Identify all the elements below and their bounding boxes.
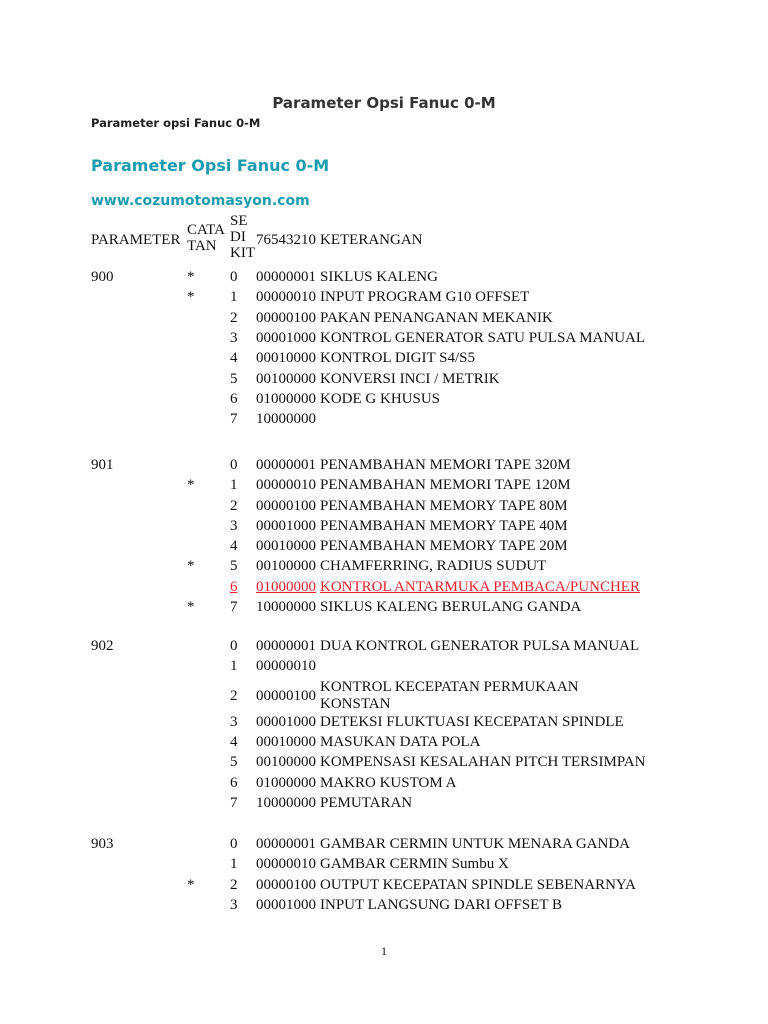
- bit-index: 4: [230, 538, 238, 554]
- bit-index: 3: [230, 518, 238, 534]
- parameter-description: DUA KONTROL GENERATOR PULSA MANUAL: [320, 638, 640, 654]
- bit-index: 1: [230, 658, 238, 674]
- bit-value: 00000100: [256, 310, 316, 326]
- parameter-description: SIKLUS KALENG: [320, 269, 438, 285]
- bit-value: 00000001: [256, 836, 316, 852]
- bit-index: 2: [230, 310, 238, 326]
- header-keterangan: KETERANGAN: [320, 232, 423, 248]
- bit-value: 00010000: [256, 538, 316, 554]
- bit-index: 7: [230, 411, 238, 427]
- bit-index: 1: [230, 856, 238, 872]
- bit-index: 0: [230, 638, 238, 654]
- parameter-description: GAMBAR CERMIN Sumbu X: [320, 856, 509, 872]
- bit-value: 00100000: [256, 558, 316, 574]
- parameter-description: KONTROL GENERATOR SATU PULSA MANUAL: [320, 330, 646, 346]
- bit-index: 6: [230, 391, 238, 407]
- bit-value: 00000001: [256, 457, 316, 473]
- parameter-description: MASUKAN DATA POLA: [320, 734, 481, 750]
- parameter-description: KOMPENSASI KESALAHAN PITCH TERSIMPAN: [320, 754, 646, 770]
- bit-value: 00010000: [256, 350, 316, 366]
- parameter-description: DETEKSI FLUKTUASI KECEPATAN SPINDLE: [320, 714, 624, 730]
- bit-value: 01000000: [256, 775, 316, 791]
- parameter-description: INPUT LANGSUNG DARI OFFSET B: [320, 897, 562, 913]
- bit-index: 1: [230, 289, 238, 305]
- header-sedikit-line1: SE: [230, 213, 248, 229]
- parameter-description: SIKLUS KALENG BERULANG GANDA: [320, 599, 582, 615]
- bit-value: 00000100: [256, 688, 316, 704]
- bit-value: 00001000: [256, 897, 316, 913]
- header-bits: 76543210: [256, 232, 316, 248]
- bit-value: 00000010: [256, 856, 316, 872]
- bit-index: 0: [230, 457, 238, 473]
- parameter-description: KONTROL DIGIT S4/S5: [320, 350, 476, 366]
- header-parameter: PARAMETER: [91, 232, 181, 248]
- parameter-description: PEMUTARAN: [320, 795, 413, 811]
- bit-index: 2: [230, 498, 238, 514]
- parameter-description: PENAMBAHAN MEMORY TAPE 20M: [320, 538, 568, 554]
- bit-value: 00000010: [256, 477, 316, 493]
- note-asterisk: *: [187, 269, 195, 285]
- bit-value: 00001000: [256, 330, 316, 346]
- bit-index: 4: [230, 734, 238, 750]
- bit-value: 00000010: [256, 658, 316, 674]
- section-heading: Parameter Opsi Fanuc 0-M: [91, 156, 330, 175]
- page-subtitle: Parameter opsi Fanuc 0-M: [91, 116, 261, 130]
- bit-value: 00000001: [256, 638, 316, 654]
- page-title: Parameter Opsi Fanuc 0-M: [272, 94, 496, 112]
- parameter-description: KONTROL ANTARMUKA PEMBACA/PUNCHER: [320, 579, 640, 595]
- bit-index: 0: [230, 836, 238, 852]
- bit-value: 01000000: [256, 579, 316, 595]
- parameter-number: 902: [91, 638, 114, 654]
- parameter-description: PENAMBAHAN MEMORI TAPE 320M: [320, 457, 571, 473]
- bit-value: 10000000: [256, 795, 316, 811]
- header-catatan-line2: TAN: [187, 238, 217, 254]
- bit-index: 3: [230, 714, 238, 730]
- parameter-description: OUTPUT KECEPATAN SPINDLE SEBENARNYA: [320, 877, 636, 893]
- bit-index: 2: [230, 877, 238, 893]
- bit-value: 00001000: [256, 714, 316, 730]
- bit-index: 0: [230, 269, 238, 285]
- bit-index: 7: [230, 599, 238, 615]
- note-asterisk: *: [187, 877, 195, 893]
- bit-value: 00100000: [256, 371, 316, 387]
- bit-value: 00100000: [256, 754, 316, 770]
- header-sedikit-line3: KIT: [230, 245, 255, 261]
- bit-index: 4: [230, 350, 238, 366]
- bit-index: 6: [230, 579, 238, 595]
- bit-value: 00000001: [256, 269, 316, 285]
- note-asterisk: *: [187, 289, 195, 305]
- parameter-description: MAKRO KUSTOM A: [320, 775, 457, 791]
- bit-index: 3: [230, 897, 238, 913]
- bit-index: 3: [230, 330, 238, 346]
- bit-value: 00000100: [256, 498, 316, 514]
- parameter-description-line2: KONSTAN: [320, 696, 391, 712]
- header-catatan-line1: CATA: [187, 222, 225, 238]
- parameter-number: 901: [91, 457, 114, 473]
- bit-value: 01000000: [256, 391, 316, 407]
- bit-index: 7: [230, 795, 238, 811]
- parameter-description: PENAMBAHAN MEMORI TAPE 120M: [320, 477, 571, 493]
- parameter-description: GAMBAR CERMIN UNTUK MENARA GANDA: [320, 836, 631, 852]
- note-asterisk: *: [187, 599, 195, 615]
- bit-value: 00001000: [256, 518, 316, 534]
- bit-index: 1: [230, 477, 238, 493]
- parameter-description: CHAMFERRING, RADIUS SUDUT: [320, 558, 547, 574]
- parameter-description: INPUT PROGRAM G10 OFFSET: [320, 289, 530, 305]
- note-asterisk: *: [187, 558, 195, 574]
- bit-index: 5: [230, 558, 238, 574]
- parameter-number: 900: [91, 269, 114, 285]
- parameter-description: PENAMBAHAN MEMORY TAPE 80M: [320, 498, 568, 514]
- parameter-number: 903: [91, 836, 114, 852]
- header-sedikit-line2: DI: [230, 229, 246, 245]
- bit-index: 5: [230, 371, 238, 387]
- parameter-description: KONVERSI INCI / METRIK: [320, 371, 500, 387]
- bit-value: 00000100: [256, 877, 316, 893]
- parameter-description: KODE G KHUSUS: [320, 391, 441, 407]
- bit-value: 10000000: [256, 599, 316, 615]
- bit-index: 6: [230, 775, 238, 791]
- bit-index: 2: [230, 688, 238, 704]
- website-link[interactable]: www.cozumotomasyon.com: [91, 193, 310, 209]
- parameter-description: PAKAN PENANGANAN MEKANIK: [320, 310, 553, 326]
- page-number: 1: [381, 944, 387, 958]
- parameter-description: PENAMBAHAN MEMORY TAPE 40M: [320, 518, 568, 534]
- bit-index: 5: [230, 754, 238, 770]
- parameter-description: KONTROL KECEPATAN PERMUKAAN: [320, 679, 579, 695]
- bit-value: 00000010: [256, 289, 316, 305]
- note-asterisk: *: [187, 477, 195, 493]
- bit-value: 10000000: [256, 411, 316, 427]
- bit-value: 00010000: [256, 734, 316, 750]
